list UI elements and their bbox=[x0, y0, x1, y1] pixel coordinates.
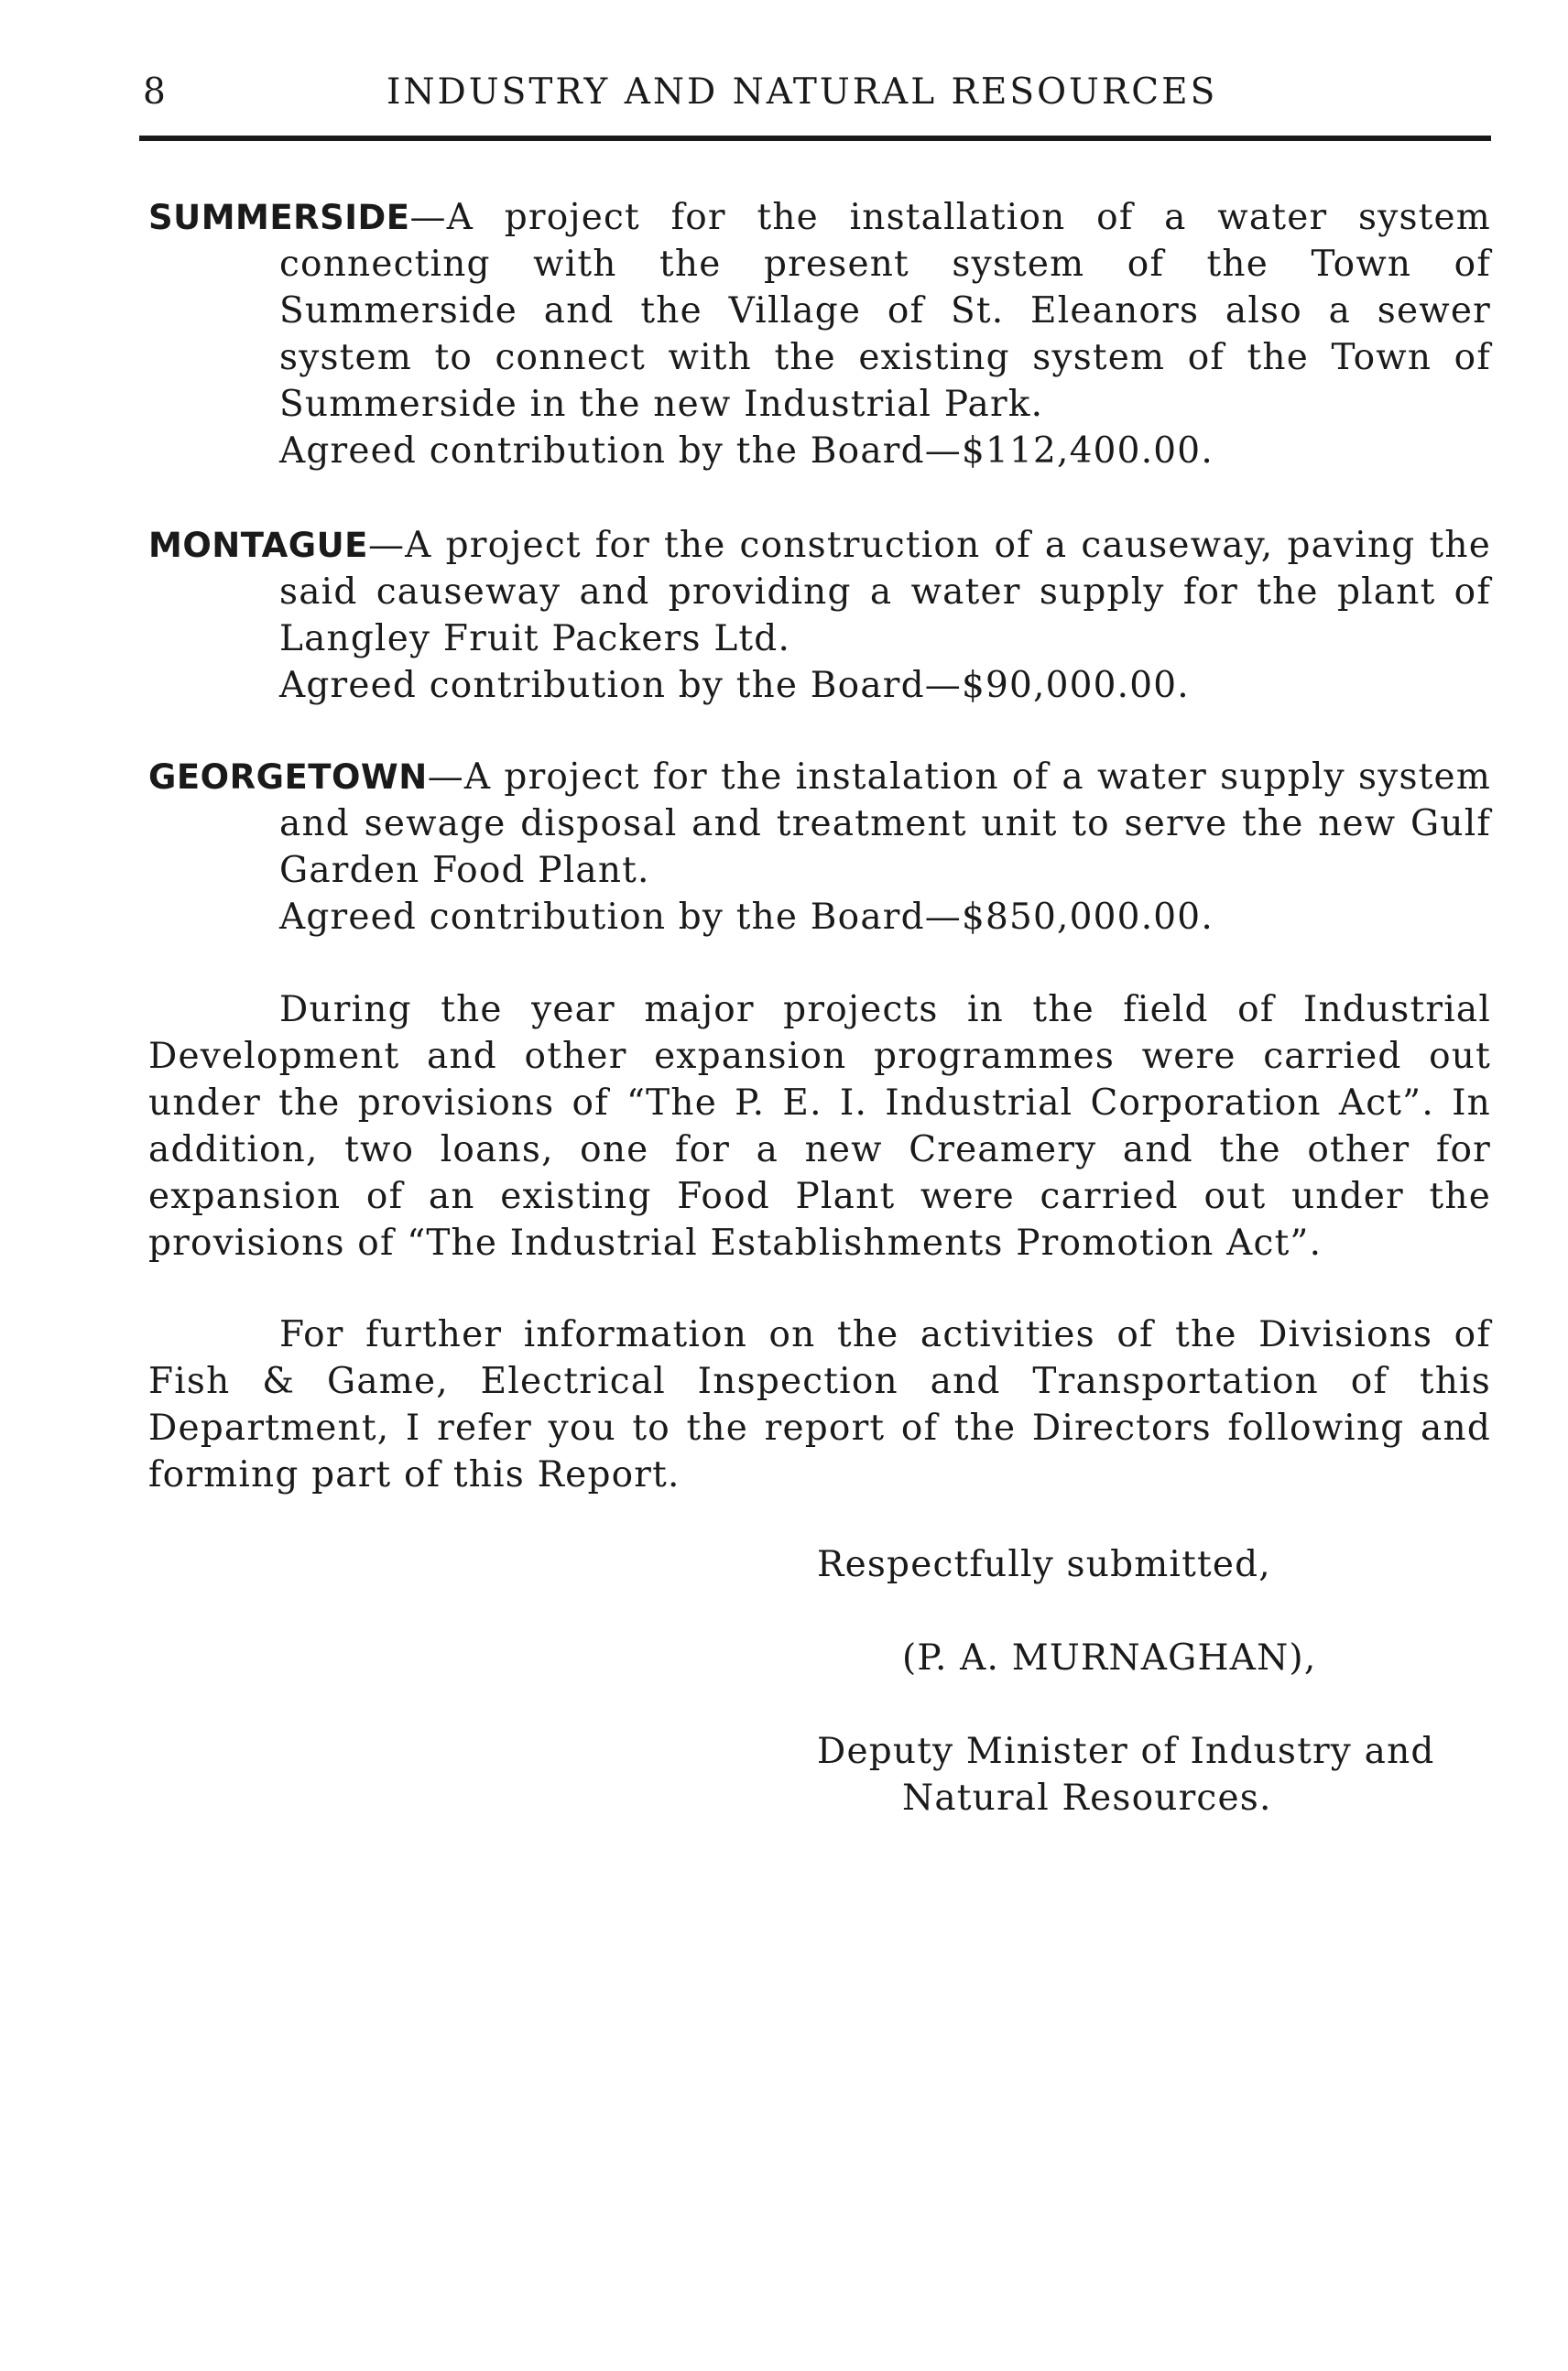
header-rule bbox=[139, 136, 1491, 141]
project-description bbox=[148, 522, 1491, 662]
signature-closing: Respectfully submitted, bbox=[817, 1544, 1271, 1585]
project-contribution: Agreed contribution by the Board—$90,000.00. bbox=[279, 665, 1190, 706]
signature-title-line1: Deputy Minister of Industry and bbox=[817, 1731, 1435, 1772]
project-entry-montague bbox=[148, 522, 1491, 709]
project-contribution: Agreed contribution by the Board—$112,400.00. bbox=[279, 430, 1214, 472]
project-place: SUMMERSIDE bbox=[148, 198, 410, 237]
project-entry-summerside bbox=[148, 194, 1491, 474]
running-title: INDUSTRY AND NATURAL RESOURCES bbox=[387, 71, 1218, 113]
project-place: MONTAGUE bbox=[148, 526, 368, 565]
page-number: 8 bbox=[143, 71, 167, 113]
signature-title-line2: Natural Resources. bbox=[902, 1778, 1272, 1819]
project-description bbox=[148, 754, 1491, 894]
project-text: —A project for the instalation of a water supply system and sewage disposal and treatment unit to serve the new Gulf Garden Food Plant. bbox=[279, 756, 1491, 891]
signature-name: (P. A. MURNAGHAN), bbox=[902, 1637, 1317, 1679]
body-paragraph-industrial-development: During the year major projects in the field of Industrial Development and other expansion programmes were carried out under the provisions of “The P. E. I. Industrial Corporation Act”. In addition, two loans, one for a new Creamery and the other for expansion of an existing Food Plant were carried out under the provisions of “The Industrial Establishments Promotion Act”. bbox=[148, 989, 1491, 1264]
body-paragraph-further-information: For further information on the activities of the Divisions of Fish & Game, Electrical Inspection and Transportation of this Department, I refer you to the report of the Directors following and forming part of this Report. bbox=[148, 1314, 1491, 1495]
project-contribution: Agreed contribution by the Board—$850,000.00. bbox=[279, 897, 1214, 938]
project-place: GEORGETOWN bbox=[148, 757, 428, 797]
project-entry-georgetown bbox=[148, 754, 1491, 941]
project-text: —A project for the installation of a water system connecting with the present system of the Town of Summerside and the Village of St. Eleanors also a sewer system to connect with the existing system of the Town of Summerside in the new Industrial Park. bbox=[279, 197, 1491, 425]
project-text: —A project for the construction of a causeway, paving the said causeway and providing a water supply for the plant of Langley Fruit Packers Ltd. bbox=[279, 525, 1491, 659]
project-description bbox=[148, 194, 1491, 428]
page-header bbox=[139, 71, 1491, 126]
